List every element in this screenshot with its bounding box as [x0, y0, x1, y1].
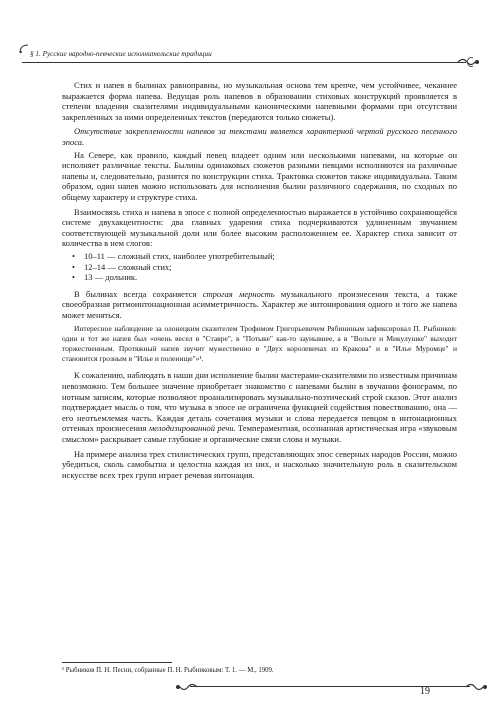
text-run: В былинах всегда сохраняется — [74, 288, 203, 299]
paragraph: На Севере, как правило, каждый певец владеет одним или несколькими напевами, на которые он исполняет различные тексты. Былины одинаковых сюжетов разными певцами исполняются на различные напевы и, следовательно, разнятся по конструкции стиха. Трактовка сюжетов также индивидуальна. Таким образом, один напев можно использовать для исполнения былин различного содержания, но сходных по общему характеру и структуре стиха. — [62, 149, 457, 202]
flourish-ornament-icon — [175, 680, 197, 694]
paragraph-emphasis — [62, 126, 457, 147]
main-text — [62, 80, 457, 484]
emphasis-text: строгая мерность — [202, 288, 275, 299]
corner-ornament-icon — [19, 44, 29, 54]
emphasis-text: мелодизированной речи — [148, 423, 234, 434]
flourish-ornament-icon — [458, 55, 480, 69]
text-run: К сожалению, наблюдать в наши дни исполнение былин мастерами-сказителями по известным причинам невозможно. Тем большее значение приобретает знакомство с напевами былин в звучании фонограмм, по нотным записям, которые позволяют проанализировать музыкально-поэтический строй сказов. Этот анализ подтверждает мысль о том, что музыка в эпосе не ограничена функцией содействия повествованию, она — его неотъемлемая часть. Каждая деталь сочетания музыки и слова передается певцом в интонационных оттенках произнесения — [62, 370, 457, 434]
syllable-list — [62, 251, 457, 283]
header-rule — [22, 62, 466, 63]
text-run: . Темпераментная, осознанная артистическая игра «звуковым смыслом» раскрывает самые глубокие и органические связи слова и музыки. — [62, 423, 457, 445]
quotation: Интересное наблюдение за олонецким сказителем Трофимом Григорьевичем Рябининым зафиксировал П. Рыбников: один и тот же напев был «очень весел в "Ставре", в "Потыке" как-то заунывнее, а в "Вольге и Микулушке" выходит торжественным. Протяжный напев звучит мужественно в "Двух королевичах из Кракова" и в "Илье Муромце" и становится грозным в "Илье и поленище"»¹. — [62, 324, 457, 364]
paragraph: Взаимосвязь стиха и напева в эпосе с полной определенностью выражается в устойчиво сохраняющейся системе двухакцентности: два главных ударения стиха подчеркиваются удлиненным звучанием соответствующей музыкальной доли или более высоким расположением ее. Характер стиха зависит от количества в нем слогов: — [62, 206, 457, 249]
emphasis-text: Отсутствие закрепленности напевов за текстами является характерной чертой русского песенного эпоса. — [62, 126, 457, 147]
list-item: • 10–11 — сложный стих, наиболее употребительный; — [72, 251, 457, 262]
list-item: • 13 — дольник. — [72, 272, 457, 283]
footnote-rule — [62, 662, 172, 663]
paragraph: Стих и напев в былинах равноправны, но музыкальная основа тем крепче, чем устойчивее, чеканнее выражается форма напева. Ведущая роль напевов в образовании стиховых конструкций проявляется в степени владения сказителями индивидуальными каноническими напевными формами при отсутствии закрепленных за ними определенных текстов (передаются только сюжеты). — [62, 80, 457, 122]
paragraph: На примере анализа трех стилистических групп, представляющих эпос северных народов России, можно убедиться, сколь самобытна и целостна каждая из них, и насколько значительную роль в сказительском искусстве всех трех групп играет речевая интонация. — [62, 448, 457, 480]
list-item: • 12–14 — сложный стих; — [72, 262, 457, 273]
running-title: § 1. Русские народно-певческие исполнительские традиции — [30, 50, 212, 58]
footnote: ¹ Рыбников П. Н. Песни, собранные П. Н. Рыбниковым: Т. 1. — М., 1909. — [62, 667, 274, 674]
running-header — [22, 50, 466, 64]
paragraph — [62, 289, 457, 321]
flourish-ornament-icon — [466, 680, 488, 694]
text-run: музыкального произнесения текста, а также своеобразная ритмоинтонационная асимметричность. Характер же интонирования одного и того же напева может меняться. — [62, 288, 457, 320]
paragraph — [62, 370, 457, 444]
page-number: 19 — [420, 686, 430, 697]
